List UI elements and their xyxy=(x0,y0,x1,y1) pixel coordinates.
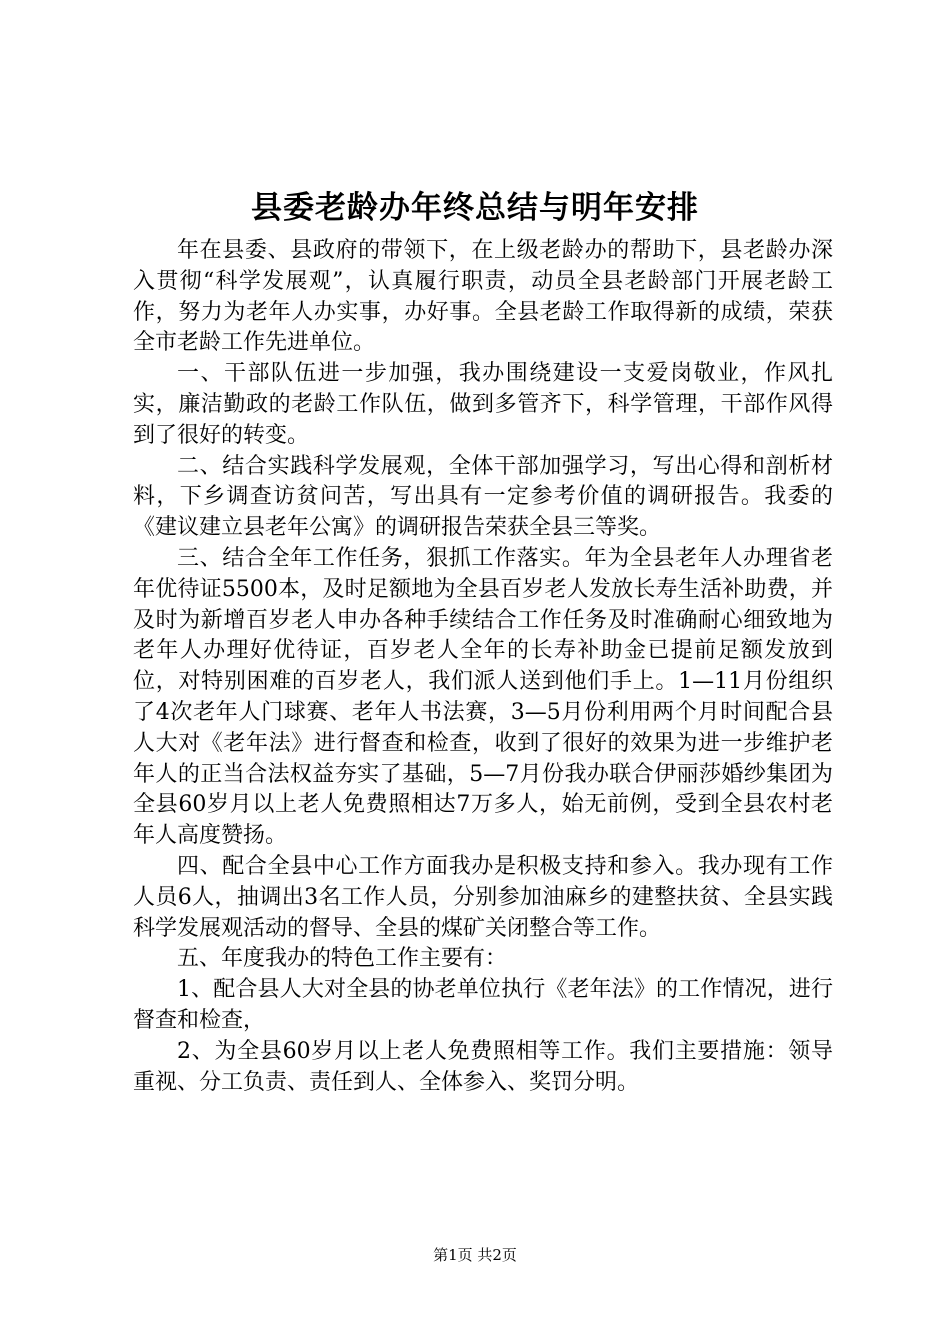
page-footer: 第1页 共2页 xyxy=(433,1246,517,1264)
paragraph-intro: 年在县委、县政府的带领下，在上级老龄办的帮助下，县老龄办深入贯彻“科学发展观”，认真履行职责，动员全县老龄部门开展老龄工作，努力为老年人办实事，办好事。全县老龄工作取得新的成绩，荣获全市老龄工作先进单位。 xyxy=(133,238,833,356)
paragraph-section-5: 五、年度我办的特色工作主要有： xyxy=(177,946,508,972)
paragraph-section-1: 一、干部队伍进一步加强，我办围绕建设一支爱岗敬业，作风扎实，廉洁勤政的老龄工作队伍，做到多管齐下，科学管理，干部作风得到了很好的转变。 xyxy=(133,361,833,448)
document-body xyxy=(133,236,833,1098)
paragraph-section-4: 四、配合全县中心工作方面我办是积极支持和参入。我办现有工作人员6人，抽调出3名工作人员，分别参加油麻乡的建整扶贫、全县实践科学发展观活动的督导、全县的煤矿关闭整合等工作。 xyxy=(133,853,833,941)
document-title: 县委老龄办年终总结与明年安排 xyxy=(251,190,699,226)
paragraph-section-2: 二、结合实践科学发展观，全体干部加强学习，写出心得和剖析材料，下乡调查访贫问苦，写出具有一定参考价值的调研报告。我委的《建议建立县老年公寓》的调研报告荣获全县三等奖。 xyxy=(133,453,833,541)
paragraph-section-3: 三、结合全年工作任务，狠抓工作落实。年为全县老年人办理省老年优待证5500本，及时足额地为全县百岁老人发放长寿生活补助费，并及时为新增百岁老人申办各种手续结合工作任务及时准确耐心细致地为老年人办理好优待证，百岁老人全年的长寿补助金已提前足额发放到位，对特别困难的百岁老人，我们派人送到他们手上。1—11月份组织了4次老年人门球赛、老年人书法赛，3—5月份利用两个月时间配合县人大对《老年法》进行督查和检查，收到了很好的效果为进一步维护老年人的正当合法权益夯实了基础，5—7月份我办联合伊丽莎婚纱集团为全县60岁月以上老人免费照相达7万多人，始无前例，受到全县农村老年人高度赞扬。 xyxy=(133,545,833,849)
paragraph-item-1: 1、配合县人大对全县的协老单位执行《老年法》的工作情况，进行督查和检查， xyxy=(133,977,833,1033)
paragraph-item-2: 2、为全县60岁月以上老人免费照相等工作。我们主要措施：领导重视、分工负责、责任到人、全体参入、奖罚分明。 xyxy=(133,1038,833,1095)
